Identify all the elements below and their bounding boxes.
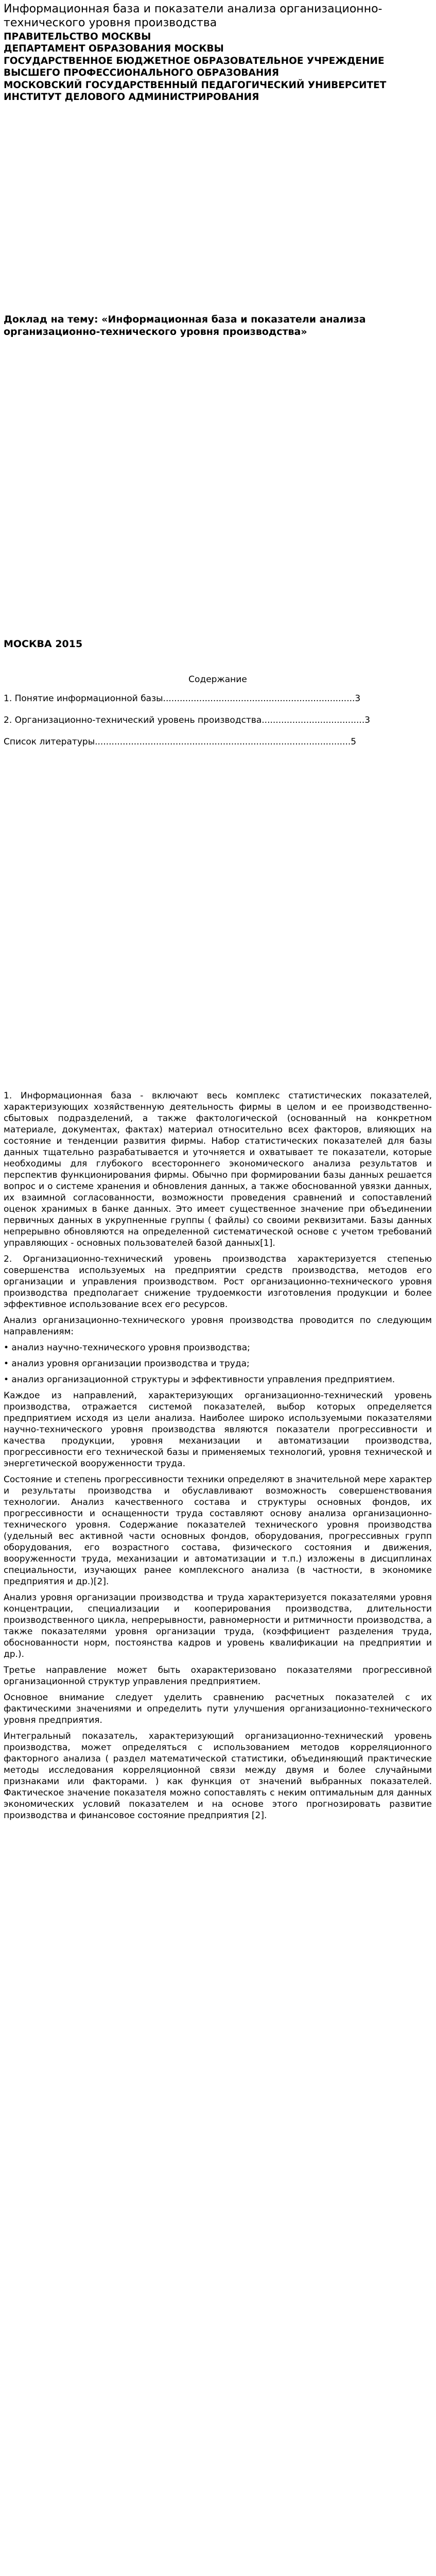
list-item-scientific-level: • анализ научно-технического уровня производства;: [4, 1343, 250, 1353]
org-line-government: ПРАВИТЕЛЬСТВО МОСКВЫ: [4, 31, 151, 42]
org-line-institution-type: ГОСУДАРСТВЕННОЕ БЮДЖЕТНОЕ ОБРАЗОВАТЕЛЬНОЕ УЧРЕЖДЕНИЕ: [4, 55, 385, 66]
report-body: [4, 1090, 432, 1826]
table-of-contents: [4, 674, 432, 758]
toc-item-technical-level[interactable]: 2. Организационно-технический уровень производства.....................................3: [4, 715, 371, 725]
organization-header: [4, 31, 432, 103]
paragraph-technical-level: 2. Организационно-технический уровень производства характеризуется степенью совершенства используемых на предприятии средств производства, методов его организации и управления производством. Рост организационно-технического уровня производства предполагает снижение трудоемкости изготовления продукции и более эффективное использование всех его ресурсов.: [4, 1254, 432, 1310]
org-line-university: МОСКОВСКИЙ ГОСУДАРСТВЕННЫЙ ПЕДАГОГИЧЕСКИЙ УНИВЕРСИТЕТ: [4, 79, 387, 91]
paragraph-third-direction: Третье направление может быть охарактеризовано показателями прогрессивной организационной структур управления предприятием.: [4, 1665, 432, 1687]
page-title: Информационная база и показатели анализа организационно-технического уровня производства: [4, 3, 382, 29]
list-item-management-structure: • анализ организационной структуры и эффективности управления предприятием.: [4, 1375, 395, 1385]
list-item-organization-level: • анализ уровня организации производства и труда;: [4, 1359, 250, 1369]
report-title: Доклад на тему: «Информационная база и показатели анализа организационно-технического уровня производства»: [4, 314, 366, 337]
paragraph-labor-organization: Анализ уровня организации производства и труда характеризуется показателями уровня концентрации, специализации и кооперирования производства, длительности производственного цикла, непрерывности, равномерности и ритмичности производства, а также показателями уровня организации труда, (коэффициент разделения труда, обоснованности норм, постоянства кадров и уровень квалификации на предприятии и др.).: [4, 1592, 432, 1659]
org-line-department: ДЕПАРТАМЕНТ ОБРАЗОВАНИЯ МОСКВЫ: [4, 43, 224, 55]
toc-heading: Содержание: [188, 674, 247, 685]
paragraph-analysis-directions: Анализ организационно-технического уровня производства проводится по следующим направлениям:: [4, 1315, 432, 1337]
city-year: МОСКВА 2015: [4, 638, 83, 650]
org-line-education-level: ВЫСШЕГО ПРОФЕССИОНАЛЬНОГО ОБРАЗОВАНИЯ: [4, 67, 280, 79]
paragraph-comparison: Основное внимание следует уделить сравнению расчетных показателей с их фактическими значениями и определить пути улучшения организационно-технического уровня предприятия.: [4, 1692, 432, 1725]
paragraph-integral-indicator: Интегральный показатель, характеризующий организационно-технический уровень производства, может определяться с использованием методов корреляционного факторного анализа ( раздел математической статистики, объединяющий практические методы исследования корреляционной связи между двумя и более случайными признаками или факторами. ) как функция от значений выбранных показателей. Фактическое значение показателя можно сопоставлять с неким оптимальным для данных экономических условий показателем и на основе этого прогнозировать развитие производства и финансовое состояние предприятия [2].: [4, 1731, 432, 1821]
paragraph-information-base: 1. Информационная база - включают весь комплекс статистических показателей, характеризующих хозяйственную деятельность фирмы в целом и ее производственно-сбытовых подразделений, а также фактологической (основанный на конкретном материале, документах, фактах) материал относительно всех факторов, влияющих на состояние и тенденции развития фирмы. Набор статистических показателей для базы данных тщательно разрабатывается и уточняется и охватывает те показатели, которые необходимы для глубокого всестороннего экономического анализа результатов и перспектив функционирования фирмы. Обычно при формировании базы данных решается вопрос и о системе хранения и обновления данных, а также обоснованной увязки данных, их взаимной согласованности, возможности проведения сравнений и сопоставлений оценок хранимых в банке данных. Это имеет существенное значение при объединении первичных данных в укрупненные группы ( файлы) со своими реквизитами. Базы данных непрерывно обновляются на определенной систематической основе с учетом требований управляющих - основных пользователей базой данных[1].: [4, 1091, 432, 1248]
toc-item-references[interactable]: Список литературы............................................................................................5: [4, 737, 357, 747]
toc-item-information-base[interactable]: 1. Понятие информационной базы.....................................................................3: [4, 693, 361, 704]
paragraph-equipment-state: Состояние и степень прогрессивности техники определяют в значительной мере характер и результаты производства и обуславливают возможность совершенствования технологии. Анализ качественного состава и структуры основных фондов, их прогрессивности и оснащенности труда составляют основу анализа организационно-технического уровня. Содержание показателей технического уровня производства (удельный вес активной части основных фондов, оборудования, прогрессивных групп оборудования, его возрастного состава, физического состояния и движения, вооруженности труда, механизации и автоматизации и т.п.) изложены в дисциплинах специальности, изучающих ранее комплексного анализа (в частности, в экономике предприятия и др.)[2].: [4, 1475, 432, 1587]
org-line-institute: ИНСТИТУТ ДЕЛОВОГО АДМИНИСТРИРОВАНИЯ: [4, 92, 259, 103]
paragraph-indicator-systems: Каждое из направлений, характеризующих организационно-технический уровень производства, отражается системой показателей, выбор которых определяется предприятием исходя из цели анализа. Наиболее широко используемыми показателями научно-технического уровня производства являются показатели прогрессивности и качества продукции, уровня механизации и автоматизации производства, прогрессивности его технической базы и применяемых технологий, уровня технической и энергетической вооруженности труда.: [4, 1391, 432, 1469]
